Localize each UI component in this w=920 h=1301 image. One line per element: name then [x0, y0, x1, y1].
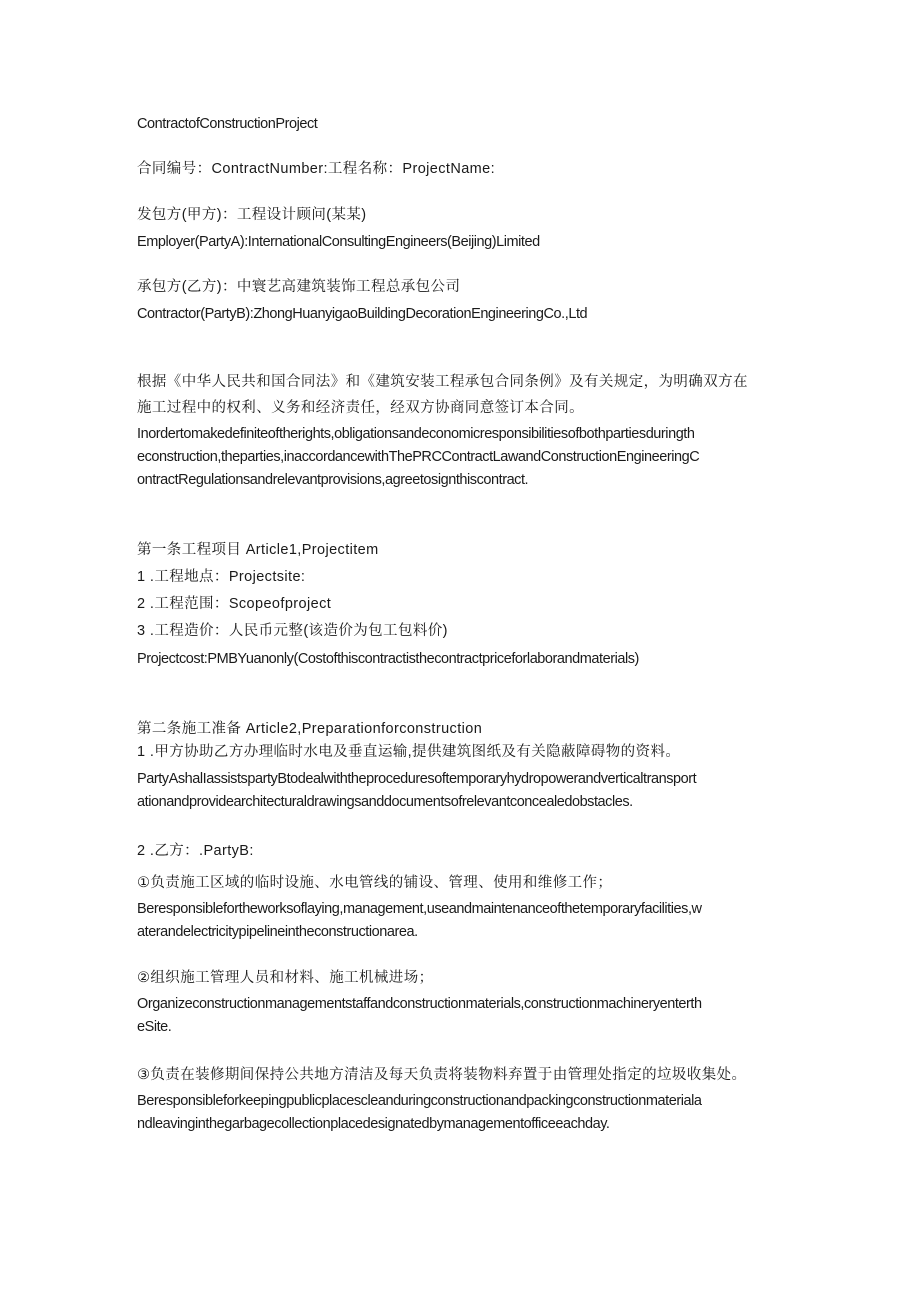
employer-en: Employer(PartyA):InternationalConsultingEngineers(Beijing)Limited: [137, 234, 540, 250]
article2-sub1-en-2: aterandelectricitypipelineintheconstructionarea.: [137, 924, 418, 940]
employer-zh: 发包方(甲方)：工程设计顾问(某某): [137, 207, 367, 223]
article2-sub1-en-1: Beresponsiblefortheworksoflaying,management,useandmaintenanceofthetemporaryfacilities,w: [137, 901, 702, 917]
document-title: ContractofConstructionProject: [137, 116, 318, 132]
preamble-en-1: Inordertomakedefiniteoftherights,obligationsandeconomicresponsibilitiesofbothpartiesduringth: [137, 426, 695, 442]
article2-sub3-en-2: ndleavinginthegarbagecollectionplacedesignatedbymanagementofficeeachday.: [137, 1116, 610, 1132]
article2-sub3-en-1: Beresponsibleforkeepingpublicplacescleanduringconstructionandpackingconstructionmateriala: [137, 1093, 702, 1109]
article2-item1-en-1: PartyAshalIassistspartyBtodealwiththeproceduresoftemporaryhydropowerandverticaltransport: [137, 771, 697, 787]
article1-item3-en: Projectcost:PMBYuanonly(Costofthiscontractisthecontractpriceforlaborandmaterials): [137, 651, 639, 667]
article2-sub1-zh: ①负责施工区域的临时设施、水电管线的铺设、管理、使用和维修工作；: [137, 875, 613, 891]
article2-sub2-en-2: eSite.: [137, 1019, 172, 1035]
preamble-en-3: ontractRegulationsandrelevantprovisions,agreetosignthiscontract.: [137, 472, 529, 488]
article1-item2: 2 .工程范围：Scopeofproject: [137, 596, 332, 612]
article2-sub2-zh: ②组织施工管理人员和材料、施工机械进场；: [137, 970, 434, 986]
article2-item1-zh: 1 .甲方协助乙方办理临时水电及垂直运输,提供建筑图纸及有关隐蔽障碍物的资料。: [137, 744, 681, 760]
article2-sub2-en-1: Organizeconstructionmanagementstaffandconstructionmaterials,constructionmachineryenterth: [137, 996, 702, 1012]
preamble-zh-1: 根据《中华人民共和国合同法》和《建筑安装工程承包合同条例》及有关规定，为明确双方在: [137, 374, 748, 390]
article2-heading: 第二条施工准备 Article2,Preparationforconstruction: [137, 721, 483, 737]
preamble-en-2: econstruction,theparties,inaccordancewithThePRCContractLawandConstructionEngineeringC: [137, 449, 700, 465]
article1-item1: 1 .工程地点：Projectsite:: [137, 569, 306, 585]
article1-item3: 3 .工程造价：人民币元整(该造价为包工包料价): [137, 623, 448, 639]
contractor-en: Contractor(PartyB):ZhongHuanyigaoBuildingDecorationEngineeringCo.,Ltd: [137, 306, 588, 322]
article2-item2: 2 .乙方：.PartyB:: [137, 843, 254, 859]
contractor-zh: 承包方(乙方)：中寰艺高建筑装饰工程总承包公司: [137, 279, 461, 295]
contract-number-line: 合同编号：ContractNumber:工程名称：ProjectName:: [137, 161, 496, 177]
article2-sub3-zh: ③负责在装修期间保持公共地方清洁及每天负责将装物料弃置于由管理处指定的垃圾收集处。: [137, 1067, 747, 1083]
preamble-zh-2: 施工过程中的权利、义务和经济责任，经双方协商同意签订本合同。: [137, 400, 584, 416]
article1-heading: 第一条工程项目 Article1,Projectitem: [137, 542, 379, 558]
article2-item1-en-2: ationandprovidearchitecturaldrawingsanddocumentsofrelevantconcealedobstacles.: [137, 794, 633, 810]
